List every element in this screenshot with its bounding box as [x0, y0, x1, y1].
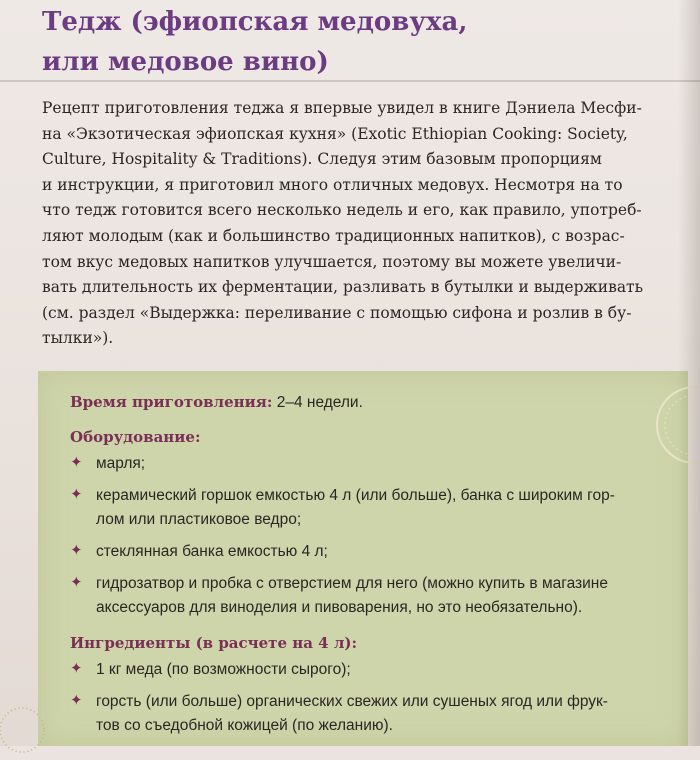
intro-line: на «Экзотическая эфиопская кухня» (Exotic Ethiopian Cooking: Society, — [42, 124, 628, 143]
four-point-star-icon: ✦ — [70, 542, 83, 559]
four-point-star-icon: ✦ — [70, 454, 83, 471]
intro-line: вать длительность их ферментации, разливать в бутылки и выдерживать — [42, 278, 644, 297]
page-edge-shadow — [678, 0, 700, 746]
ingredient-item — [70, 690, 680, 738]
intro-line: ляют молодым (как и большинство традиционных напитков), с возрас- — [42, 226, 625, 245]
equipment-heading: Оборудование: — [70, 428, 201, 446]
equipment-item — [70, 540, 680, 564]
four-point-star-icon: ✦ — [70, 486, 83, 503]
title-line: или медовое вино) — [42, 47, 329, 77]
ingredient-item — [70, 658, 680, 682]
intro-line: Рецепт приготовления теджа я впервые увидел в книге Дэниела Месфи- — [42, 99, 642, 117]
four-point-star-icon: ✦ — [70, 692, 83, 709]
equipment-item — [70, 484, 680, 532]
intro-paragraph — [42, 96, 687, 352]
prep-time-label: Время приготовления: — [70, 393, 273, 411]
equipment-item-line: керамический горшок емкостью 4 л (или больше), банка с широким гор- — [96, 487, 615, 504]
intro-line: что тедж готовится всего несколько недель и его, как правило, употреб- — [42, 201, 642, 220]
prep-time-row — [70, 391, 680, 414]
title-divider — [0, 80, 700, 82]
equipment-item-line: стеклянная банка емкостью 4 л; — [96, 543, 328, 560]
title-line: Тедж (эфиопская медовуха, — [42, 7, 468, 37]
equipment-item-line: аксессуаров для виноделия и пивоварения, но это необязательно). — [96, 599, 583, 616]
equipment-item — [70, 572, 680, 620]
ingredients-heading: Ингредиенты (в расчете на 4 л): — [70, 634, 358, 652]
intro-line: том вкус медовых напитков улучшается, поэтому вы можете увеличи- — [42, 252, 622, 271]
four-point-star-icon: ✦ — [70, 574, 83, 591]
ingredients-section — [70, 632, 680, 738]
recipe-box-content — [70, 391, 680, 750]
ingredient-item-line: тов со съедобной кожицей (по желанию). — [96, 717, 393, 734]
decorative-dot-ornament — [0, 700, 52, 760]
recipe-title — [42, 2, 662, 82]
intro-line: и инструкции, я приготовил много отличных медовух. Несмотря на то — [42, 175, 623, 194]
equipment-item-line: марля; — [96, 455, 146, 472]
recipe-box — [38, 371, 688, 746]
four-point-star-icon: ✦ — [70, 660, 83, 677]
intro-line: Culture, Hospitality & Traditions). Следуя этим базовым пропорциям — [42, 150, 602, 169]
intro-line: тылки»). — [42, 329, 114, 348]
ingredient-item-line: горсть (или больше) органических свежих или сушеных ягод или фрук- — [96, 693, 608, 710]
equipment-section — [70, 426, 680, 620]
equipment-item-line: гидрозатвор и пробка с отверстием для него (можно купить в магазине — [96, 575, 608, 592]
intro-line: (см. раздел «Выдержка: переливание с помощью сифона и розлив в бу- — [42, 303, 632, 322]
ingredient-item-line: 1 кг меда (по возможности сырого); — [96, 661, 351, 678]
prep-time-value: 2–4 недели. — [272, 394, 363, 411]
equipment-item-line: лом или пластиковое ведро; — [96, 511, 302, 528]
equipment-item — [70, 452, 680, 476]
